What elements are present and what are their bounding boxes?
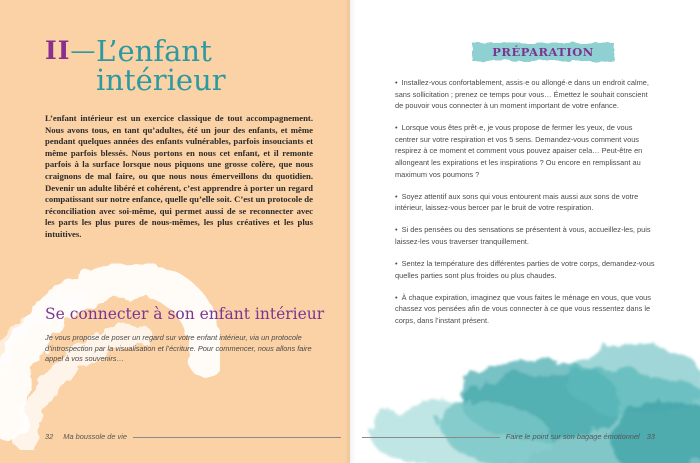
list-item: • Sentez la température des différentes parties de votre corps, demandez-vous quelles parties sont plus froides ou plus chaudes. <box>395 259 655 280</box>
chapter-number <box>45 38 95 63</box>
page-number-left: 32 <box>45 432 54 441</box>
footer-rule-left <box>133 437 341 438</box>
section-title-footer: Faire le point sur son bagage émotionnel <box>505 432 640 441</box>
chapter-roman-numeral: II <box>45 36 71 65</box>
page-number-right: 33 <box>646 432 655 441</box>
preparation-heading: PRÉPARATION <box>492 45 594 59</box>
page-gutter <box>344 0 356 463</box>
body-paragraph: L’enfant intérieur est un exercice classique de tout accompagnement. Nous avons tous, en tant qu’adultes, été un jour des enfants, et même pendant quelques années des enfants vulnérables, parfois insouciants et même parfois blessés. Nous portons en nous cet enfant, et il remonte parfois à la surface lorsque nous piquons une grosse colère, que nous craignons de mal faire, ou que nous nous émerveillons du quotidien. Devenir un adulte libéré et cohérent, c’est apprendre à porter un regard compatissant sur notre enfance, quelle qu’elle soit. C’est un protocole de réconciliation avec soi-même, qui permet aussi de se reconnecter avec les parts les plus pures de nous-mêmes, les plus créatives et les plus intuitives. <box>45 113 313 239</box>
chapter-title-line2: intérieur <box>96 63 226 97</box>
section-intro: Je vous propose de poser un regard sur votre enfant intérieur, via un protocole d’introspection par la visualisation et l’écriture. Pour commencer, nous allons faire appel à vos souvenirs… <box>45 333 312 364</box>
list-item: • Lorsque vous êtes prêt·e, je vous propose de fermer les yeux, de vous centrer sur votre respiration et vos 5 sens. Demandez-vous comment vous respirez à ce moment et comment vous pouvez apaiser cela… Peut-être en allongeant les expirations et les inspirations ? Ou encore en remplissant au maximum vos poumons ? <box>395 123 643 179</box>
preparation-list <box>395 77 655 337</box>
section-title: Se connecter à son enfant intérieur <box>45 305 325 323</box>
book-title-footer: Ma boussole de vie <box>63 432 127 441</box>
teal-watercolor-decoration <box>350 320 700 463</box>
footer-rule-right <box>362 437 500 438</box>
list-item: • Installez-vous confortablement, assis·e ou allongé·e dans un endroit calme, sans sollicitation ; prenez ce temps pour vous… Émettez le souhait conscient de pouvoir vous connecter à un moment important de votre enfance. <box>395 78 649 111</box>
chapter-dash: — <box>70 36 96 65</box>
list-item: • À chaque expiration, imaginez que vous faites le ménage en vous, que vous chassez vos pensées afin de vous connecter à ce que vous ressentez dans le corps, dans l’instant présent. <box>395 292 651 325</box>
footer-left <box>45 432 127 441</box>
footer-right <box>506 432 655 441</box>
list-item: • Soyez attentif aux sons qui vous entourent mais aussi aux sons de votre intérieur, laissez-vous bercer par le bruit de votre respiration. <box>395 191 639 213</box>
chapter-title-line1: L’enfant <box>96 34 212 68</box>
list-item: • Si des pensées ou des sensations se présentent à vous, accueillez-les, puis laissez-les vous traverser tranquillement. <box>395 225 651 247</box>
